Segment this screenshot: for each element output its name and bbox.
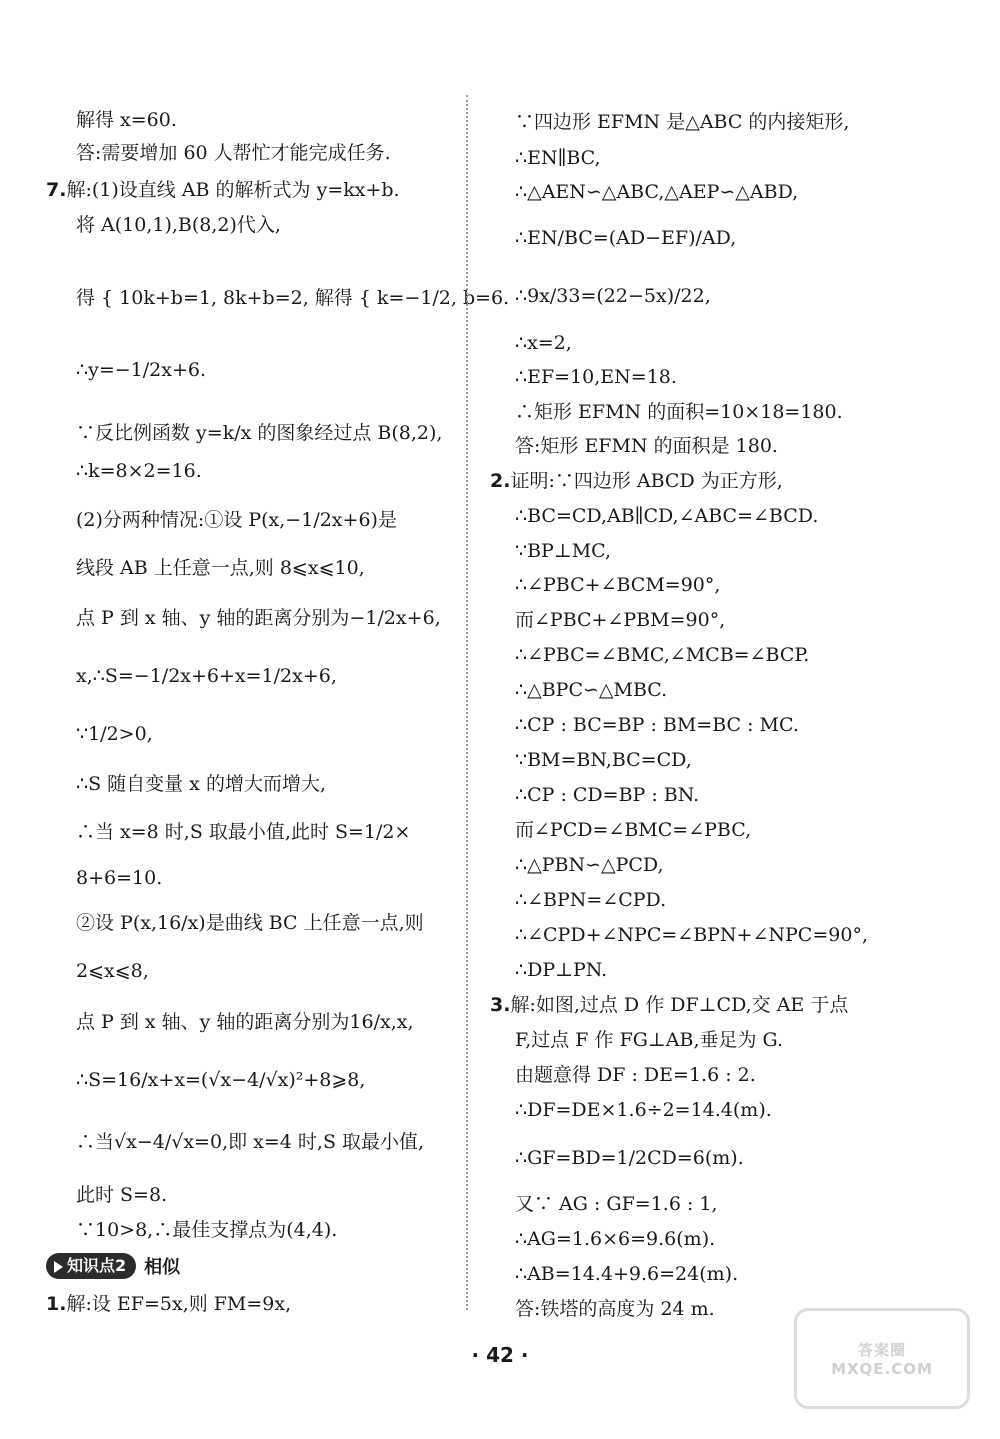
- text-line: [515, 643, 809, 667]
- line-text: ∴EN/BC=(AD−EF)/AD,: [515, 227, 737, 249]
- line-text: 又∵ AG : GF=1.6 : 1,: [515, 1193, 718, 1215]
- line-text: ∴GF=BD=1/2CD=6(m).: [515, 1147, 744, 1169]
- line-text: 答:铁塔的高度为 24 m.: [515, 1298, 715, 1320]
- text-line: [515, 853, 664, 877]
- line-text: ∴当 x=8 时,S 取最小值,此时 S=1/2×: [76, 821, 411, 843]
- text-line: [515, 331, 572, 355]
- text-line: [515, 678, 667, 702]
- text-line: [76, 508, 397, 532]
- text-line: [76, 606, 441, 630]
- line-text: ∴矩形 EFMN 的面积=10×18=180.: [515, 401, 843, 423]
- line-text: ∴△AEN∽△ABC,△AEP∽△ABD,: [515, 181, 799, 203]
- text-line: [515, 1063, 756, 1087]
- line-text: ∴AB=14.4+9.6=24(m).: [515, 1263, 739, 1285]
- text-line: [515, 958, 607, 982]
- line-text: ∵10>8,∴最佳支撑点为(4,4).: [76, 1219, 338, 1241]
- text-line: [76, 286, 509, 310]
- line-text: ∴CP : BC=BP : BM=BC : MC.: [515, 714, 799, 736]
- text-line: [515, 1297, 715, 1321]
- line-text: x,∴S=−1/2x+6+x=1/2x+6,: [76, 665, 337, 687]
- line-text: ∴EF=10,EN=18.: [515, 366, 677, 388]
- text-line: [515, 146, 601, 170]
- problem-number: 2.: [490, 470, 511, 492]
- text-line: [490, 993, 848, 1017]
- line-text: ∴DF=DE×1.6÷2=14.4(m).: [515, 1099, 772, 1121]
- text-line: [515, 284, 711, 308]
- text-line: [515, 818, 751, 842]
- line-text: 解:如图,过点 D 作 DF⊥CD,交 AE 于点: [510, 994, 849, 1016]
- text-line: [515, 783, 699, 807]
- line-text: ∴△PBN∽△PCD,: [515, 854, 664, 876]
- line-text: 答:矩形 EFMN 的面积是 180.: [515, 435, 778, 457]
- line-text: 点 P 到 x 轴、y 轴的距离分别为−1/2x+6,: [76, 607, 441, 629]
- text-line: [76, 1130, 424, 1154]
- line-text: 而∠PBC+∠PBM=90°,: [515, 609, 726, 631]
- line-text: 得 { 10k+b=1, 8k+b=2, 解得 { k=−1/2, b=6.: [76, 287, 510, 309]
- text-line: [515, 1098, 772, 1122]
- play-icon: [54, 1261, 63, 1273]
- line-text: ∴x=2,: [515, 332, 572, 354]
- text-line: [515, 434, 778, 458]
- text-line: [515, 888, 666, 912]
- section-title: 相似: [144, 1257, 181, 1278]
- line-text: ∵1/2>0,: [76, 723, 153, 745]
- line-text: 由题意得 DF : DE=1.6 : 2.: [515, 1064, 756, 1086]
- text-line: [76, 1010, 414, 1034]
- text-line: [515, 1227, 715, 1251]
- section-badge: [46, 1253, 136, 1279]
- line-text: 证明:∵四边形 ABCD 为正方形,: [510, 470, 783, 492]
- line-text: ∵四边形 EFMN 是△ABC 的内接矩形,: [515, 111, 850, 133]
- problem-number: 3.: [490, 994, 511, 1016]
- line-text: ∵反比例函数 y=k/x 的图象经过点 B(8,2),: [76, 422, 443, 444]
- problem-number: 7.: [46, 179, 67, 201]
- line-text: 8+6=10.: [76, 867, 163, 889]
- line-text: ∵BP⊥MC,: [515, 540, 612, 562]
- text-line: [515, 608, 725, 632]
- line-text: 而∠PCD=∠BMC=∠PBC,: [515, 819, 752, 841]
- line-text: ∴∠CPD+∠NPC=∠BPN+∠NPC=90°,: [515, 924, 868, 946]
- text-line: [515, 1262, 738, 1286]
- line-text: 答:需要增加 60 人帮忙才能完成任务.: [76, 142, 391, 164]
- text-line: [515, 110, 849, 134]
- text-line: [515, 1192, 718, 1216]
- column-separator: [466, 95, 468, 1310]
- problem-number: 1.: [46, 1293, 67, 1315]
- text-line: [515, 748, 692, 772]
- watermark-logo: [794, 1308, 970, 1409]
- text-line: [515, 400, 843, 424]
- line-text: ∴∠BPN=∠CPD.: [515, 889, 667, 911]
- text-line: [515, 226, 736, 250]
- text-line: [515, 1028, 783, 1052]
- text-line: [515, 1146, 744, 1170]
- text-line: [76, 213, 281, 237]
- line-text: ∴DP⊥PN.: [515, 959, 608, 981]
- line-text: ∴CP : CD=BP : BN.: [515, 784, 700, 806]
- line-text: ∴9x/33=(22−5x)/22,: [515, 285, 711, 307]
- line-text: 此时 S=8.: [76, 1184, 168, 1206]
- line-text: ∴∠PBC=∠BMC,∠MCB=∠BCP.: [515, 644, 810, 666]
- text-line: [515, 504, 818, 528]
- text-line: [76, 772, 326, 796]
- line-text: 将 A(10,1),B(8,2)代入,: [76, 214, 281, 236]
- text-line: [76, 722, 153, 746]
- watermark-text: 答案圈 MXQE.COM: [831, 1341, 933, 1378]
- line-text: ∴△BPC∽△MBC.: [515, 679, 668, 701]
- text-line: [515, 573, 720, 597]
- line-text: ∴BC=CD,AB∥CD,∠ABC=∠BCD.: [515, 505, 819, 527]
- text-line: [76, 820, 410, 844]
- text-line: [76, 141, 391, 165]
- line-text: F,过点 F 作 FG⊥AB,垂足为 G.: [515, 1029, 784, 1051]
- line-text: ∴当√x−4/√x=0,即 x=4 时,S 取最小值,: [76, 1131, 425, 1153]
- text-line: [76, 959, 149, 983]
- line-text: ∴AG=1.6×6=9.6(m).: [515, 1228, 716, 1250]
- text-line: [515, 539, 611, 563]
- text-line: [76, 459, 202, 483]
- text-line: [515, 180, 798, 204]
- line-text: ∴S 随自变量 x 的增大而增大,: [76, 773, 326, 795]
- text-line: [76, 911, 424, 935]
- section-header: [46, 1253, 180, 1279]
- line-text: ∴EN∥BC,: [515, 147, 601, 169]
- page-number: · 42 ·: [471, 1343, 529, 1367]
- text-line: [76, 1183, 167, 1207]
- line-text: ∴∠PBC+∠BCM=90°,: [515, 574, 721, 596]
- text-line: [76, 1068, 365, 1092]
- text-line: [490, 469, 783, 493]
- text-line: [515, 713, 799, 737]
- line-text: ∴k=8×2=16.: [76, 460, 202, 482]
- line-text: 线段 AB 上任意一点,则 8⩽x⩽10,: [76, 557, 365, 579]
- line-text: ②设 P(x,16/x)是曲线 BC 上任意一点,则: [76, 912, 424, 934]
- text-line: [76, 556, 365, 580]
- text-line: [76, 358, 206, 382]
- text-line: [76, 421, 442, 445]
- line-text: 2⩽x⩽8,: [76, 960, 149, 982]
- text-line: [76, 1218, 337, 1242]
- text-line: [76, 108, 177, 132]
- text-line: [76, 866, 162, 890]
- line-text: ∴S=16/x+x=(√x−4/√x)²+8⩾8,: [76, 1069, 366, 1091]
- line-text: 解得 x=60.: [76, 109, 177, 131]
- text-line: [76, 664, 337, 688]
- line-text: 解:设 EF=5x,则 FM=9x,: [66, 1293, 292, 1315]
- section-badge-label: 知识点2: [67, 1256, 127, 1275]
- line-text: ∵BM=BN,BC=CD,: [515, 749, 692, 771]
- line-text: 解:(1)设直线 AB 的解析式为 y=kx+b.: [66, 179, 400, 201]
- text-line: [46, 178, 400, 202]
- line-text: ∴y=−1/2x+6.: [76, 359, 207, 381]
- line-text: (2)分两种情况:①设 P(x,−1/2x+6)是: [76, 509, 397, 531]
- text-line: [515, 365, 677, 389]
- line-text: 点 P 到 x 轴、y 轴的距离分别为16/x,x,: [76, 1011, 414, 1033]
- text-line: [515, 923, 868, 947]
- text-line: [46, 1292, 291, 1316]
